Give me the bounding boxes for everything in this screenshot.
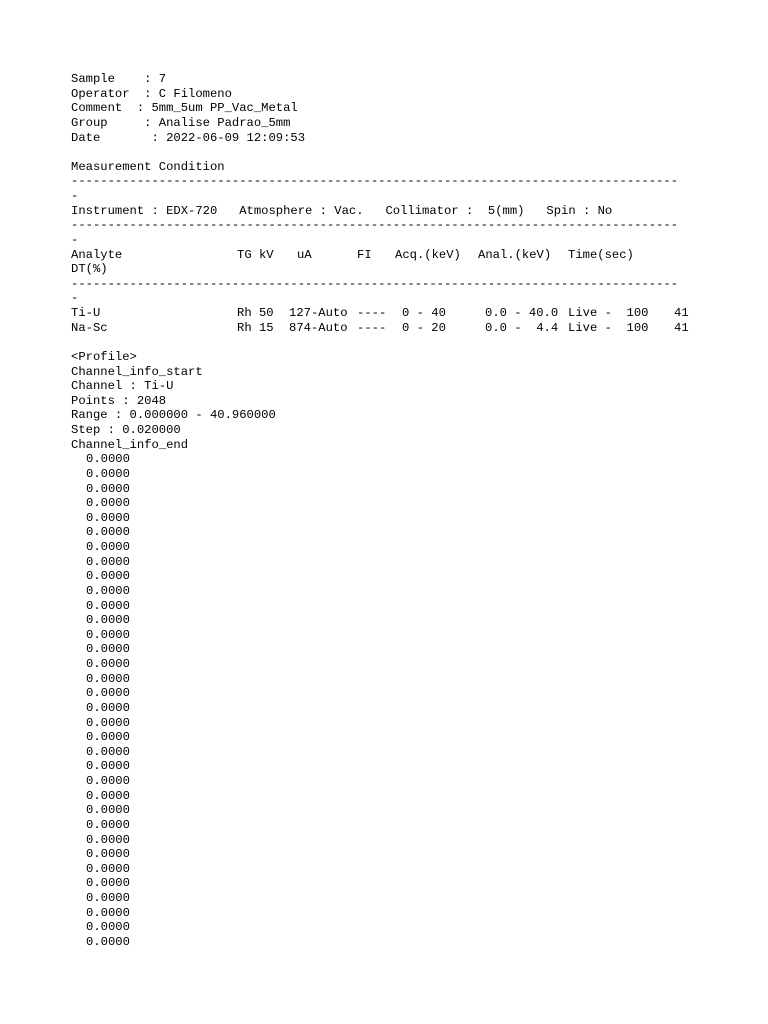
profile-value: 0.0000 xyxy=(86,920,130,935)
channel-line: Channel : Ti-U xyxy=(71,379,174,394)
date-line: Date : 2022-06-09 12:09:53 xyxy=(71,130,306,145)
step-line: Step : 0.020000 xyxy=(71,423,181,437)
profile-value: 0.0000 xyxy=(86,525,130,540)
cell-time: Live - 100 xyxy=(568,320,649,335)
header-time: Time(sec) xyxy=(568,247,634,262)
profile-value: 0.0000 xyxy=(86,876,130,891)
profile-value: 0.0000 xyxy=(86,642,130,657)
cell-dt: 41 xyxy=(674,320,689,335)
profile-value: 0.0000 xyxy=(86,861,130,876)
cell-tg-kv: Rh 50 xyxy=(237,306,274,320)
profile-value: 0.0000 xyxy=(86,715,130,730)
profile-value: 0.0000 xyxy=(86,934,130,949)
blank-line xyxy=(71,335,711,350)
profile-value: 0.0000 xyxy=(86,613,130,628)
header-acq: Acq.(keV) xyxy=(395,247,461,262)
profile-value: 0.0000 xyxy=(86,759,130,774)
measurement-title: Measurement Condition xyxy=(71,159,225,174)
profile-value: 0.0000 xyxy=(86,686,130,701)
channel-info-end: Channel_info_end xyxy=(71,437,189,452)
cell-time: Live - 100 xyxy=(568,306,649,320)
profile-value: 0.0000 xyxy=(86,496,130,511)
divider-rule: ----------------------------------------------------------------------------------- xyxy=(71,174,679,189)
cell-anal: 0.0 - 40.0 xyxy=(485,306,559,320)
profile-value: 0.0000 xyxy=(86,583,130,598)
profile-value: 0.0000 xyxy=(86,466,130,481)
divider-rule-tail: - xyxy=(71,189,79,203)
profile-value: 0.0000 xyxy=(86,598,130,613)
cell-tg-kv: Rh 15 xyxy=(237,320,274,335)
profile-value: 0.0000 xyxy=(86,554,130,569)
profile-value: 0.0000 xyxy=(86,540,130,554)
profile-value: 0.0000 xyxy=(86,671,130,686)
header-fi: FI xyxy=(357,247,372,262)
profile-value: 0.0000 xyxy=(86,700,130,715)
document-page xyxy=(71,72,711,950)
profile-value: 0.0000 xyxy=(86,832,130,847)
cell-dt: 41 xyxy=(674,306,689,320)
divider-rule: ----------------------------------------------------------------------------------- xyxy=(71,218,679,233)
table-row xyxy=(71,306,711,321)
operator-line: Operator : C Filomeno xyxy=(71,86,232,101)
profile-value: 0.0000 xyxy=(86,452,130,467)
header-anal: Anal.(keV) xyxy=(478,247,552,262)
profile-value: 0.0000 xyxy=(86,510,130,525)
points-line: Points : 2048 xyxy=(71,393,167,408)
header-tg-kv: TG kV xyxy=(237,247,274,262)
cell-ua: 874-Auto xyxy=(289,320,348,335)
instrument-line: Instrument : EDX-720 Atmosphere : Vac. Collimator : 5(mm) Spin : No xyxy=(71,203,613,218)
cell-acq: 0 - 40 xyxy=(402,306,446,320)
profile-value: 0.0000 xyxy=(86,847,130,862)
header-dt: DT(%) xyxy=(71,262,108,277)
cell-ua: 127-Auto xyxy=(289,306,348,320)
profile-value: 0.0000 xyxy=(86,774,130,788)
profile-value: 0.0000 xyxy=(86,481,130,496)
divider-rule-tail: - xyxy=(71,232,79,247)
profile-value: 0.0000 xyxy=(86,817,130,832)
profile-value: 0.0000 xyxy=(86,569,130,584)
cell-fi: ---- xyxy=(357,320,387,335)
profile-value: 0.0000 xyxy=(86,905,130,920)
header-analyte: Analyte xyxy=(71,247,123,262)
profile-value: 0.0000 xyxy=(86,891,130,905)
channel-info-start: Channel_info_start xyxy=(71,364,203,379)
sample-line: Sample : 7 xyxy=(71,72,167,86)
table-row xyxy=(71,321,711,336)
group-line: Group : Analise Padrao_5mm xyxy=(71,115,291,130)
cell-analyte: Na-Sc xyxy=(71,320,108,335)
cell-acq: 0 - 20 xyxy=(402,320,446,335)
profile-value: 0.0000 xyxy=(86,803,130,818)
profile-tag: <Profile> xyxy=(71,349,137,364)
profile-value: 0.0000 xyxy=(86,744,130,759)
range-line: Range : 0.000000 - 40.960000 xyxy=(71,408,276,423)
divider-rule-tail: - xyxy=(71,291,79,306)
cell-anal: 0.0 - 4.4 xyxy=(485,320,559,335)
profile-value: 0.0000 xyxy=(86,627,130,642)
comment-line: Comment : 5mm_5um PP_Vac_Metal xyxy=(71,101,298,116)
header-ua: uA xyxy=(297,247,312,262)
divider-rule: ----------------------------------------------------------------------------------- xyxy=(71,276,679,291)
cell-analyte: Ti-U xyxy=(71,306,101,320)
profile-value: 0.0000 xyxy=(86,657,130,671)
cell-fi: ---- xyxy=(357,306,387,320)
profile-value: 0.0000 xyxy=(86,730,130,745)
profile-values-list xyxy=(71,452,711,949)
table-header-row xyxy=(71,248,711,263)
blank-line xyxy=(71,145,711,160)
profile-value: 0.0000 xyxy=(86,788,130,803)
